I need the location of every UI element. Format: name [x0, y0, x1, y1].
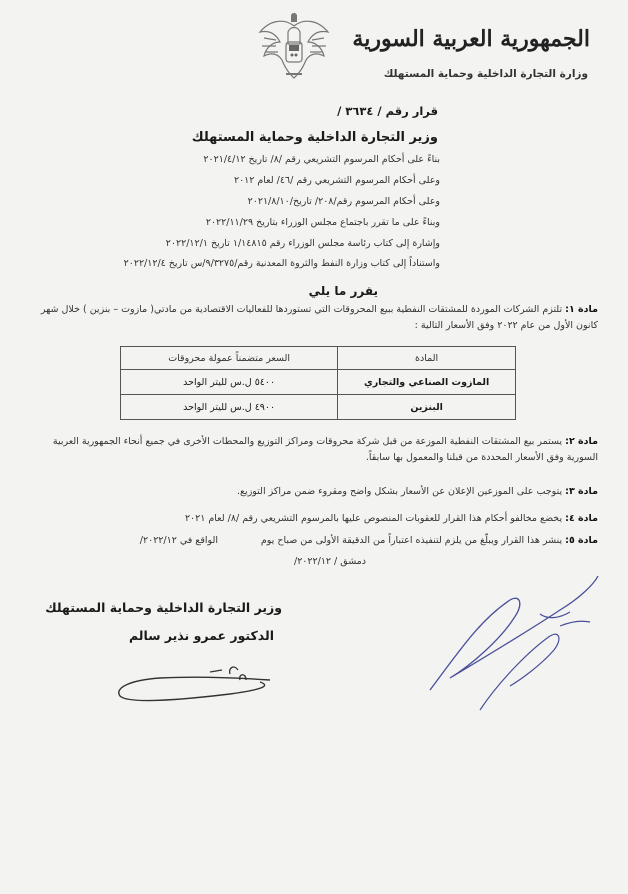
article-text: تلتزم الشركات الموردة للمشتقات النفطية ببيع المحروقات التي تستوردها للفعاليات الاقتصادية من مادتي( مازوت – بنزين ) خلال شهر كانون الأول من عام ٢٠٢٢ وفق الأسعار التالية :	[40, 304, 598, 331]
place-date: دمشق / ٢٠٢٢/١٢/	[294, 556, 366, 567]
preamble-line: واستناداً إلى كتاب وزارة النفط والثروة المعدنية رقم/٩/٣٢٧٥/س تاريخ ٢٠٢٢/١٢/٤	[123, 258, 440, 269]
decides-heading: يقرر ما يلي	[308, 284, 378, 298]
preamble-line: بناءً على أحكام المرسوم التشريعي رقم /٨/ تاريخ ٢٠٢١/٤/١٢	[203, 154, 440, 165]
table-row	[121, 370, 516, 395]
eagle-emblem-icon	[256, 12, 332, 84]
table-cell: البنزين	[338, 395, 516, 420]
article-2	[28, 434, 598, 466]
table-header-cell: المادة	[338, 347, 516, 370]
article-text: يخضع مخالفو أحكام هذا القرار للعقوبات المنصوص عليها بالمرسوم التشريعي رقم /٨/ لعام ٢٠٢١	[184, 513, 563, 524]
minister-signature-icon	[420, 570, 610, 730]
table-header-cell: السعر متضمناً عمولة محروقات	[121, 347, 338, 370]
table-cell: ٥٤٠٠ ل.س لليتر الواحد	[121, 370, 338, 395]
article-label: مادة ٣:	[565, 486, 598, 497]
effective-date: الواقع في ٢٠٢٢/١٢/	[139, 535, 218, 546]
article-text: ينشر هذا القرار ويبلّغ من يلزم لتنفيذه اعتباراً من الدقيقة الأولى من صباح يوم	[260, 535, 563, 546]
table-cell: المازوت الصناعي والتجاري	[338, 370, 516, 395]
decision-number: قرار رقم / ٣٦٣٤ /	[337, 104, 438, 118]
ministry-name: وزارة التجارة الداخلية وحماية المستهلك	[383, 68, 588, 80]
article-text: يتوجب على الموزعين الإعلان عن الأسعار بشكل واضح ومقروء ضمن مراكز التوزيع.	[236, 486, 563, 497]
preamble-line: وإشارة إلى كتاب رئاسة مجلس الوزراء رقم ١/١٤٨١٥ تاريخ ٢٠٢٢/١٢/١	[165, 238, 440, 249]
handwritten-flourish-icon	[110, 660, 280, 706]
table-cell: ٤٩٠٠ ل.س لليتر الواحد	[121, 395, 338, 420]
article-text: يستمر بيع المشتقات النفطية الموزعة من قبل شركة محروقات ومراكز التوزيع والمحطات الأخرى في جميع أنحاء الجمهورية العربية السورية وفق الأسعار المحددة من قبلنا والمعمول بها سابقاً.	[52, 436, 598, 463]
article-3	[28, 484, 598, 500]
preamble-line: وعلى أحكام المرسوم رقم/٢٠٨/ تاريخ/٢٠٢١/٨/١٠	[247, 196, 440, 207]
article-label: مادة ٤:	[565, 513, 598, 524]
table-row	[121, 395, 516, 420]
article-label: مادة ٥:	[565, 535, 598, 546]
price-table	[120, 346, 516, 420]
table-header-row	[121, 347, 516, 370]
signatory-title: وزير التجارة الداخلية وحماية المستهلك	[45, 600, 282, 615]
preamble-line: وبناءً على ما تقرر باجتماع مجلس الوزراء بتاريخ ٢٠٢٢/١١/٢٩	[205, 217, 440, 228]
preamble-line: وعلى أحكام المرسوم التشريعي رقم /٤٦/ لعام ٢٠١٢	[233, 175, 440, 186]
signatory-name: الدكتور عمرو نذير سالم	[129, 628, 274, 643]
article-1	[28, 302, 598, 334]
republic-title: الجمهورية العربية السورية	[352, 26, 590, 52]
article-4	[28, 511, 598, 527]
issuer-title: وزير التجارة الداخلية وحماية المستهلك	[191, 130, 438, 145]
article-label: مادة ١:	[565, 304, 598, 315]
article-label: مادة ٢:	[565, 436, 598, 447]
